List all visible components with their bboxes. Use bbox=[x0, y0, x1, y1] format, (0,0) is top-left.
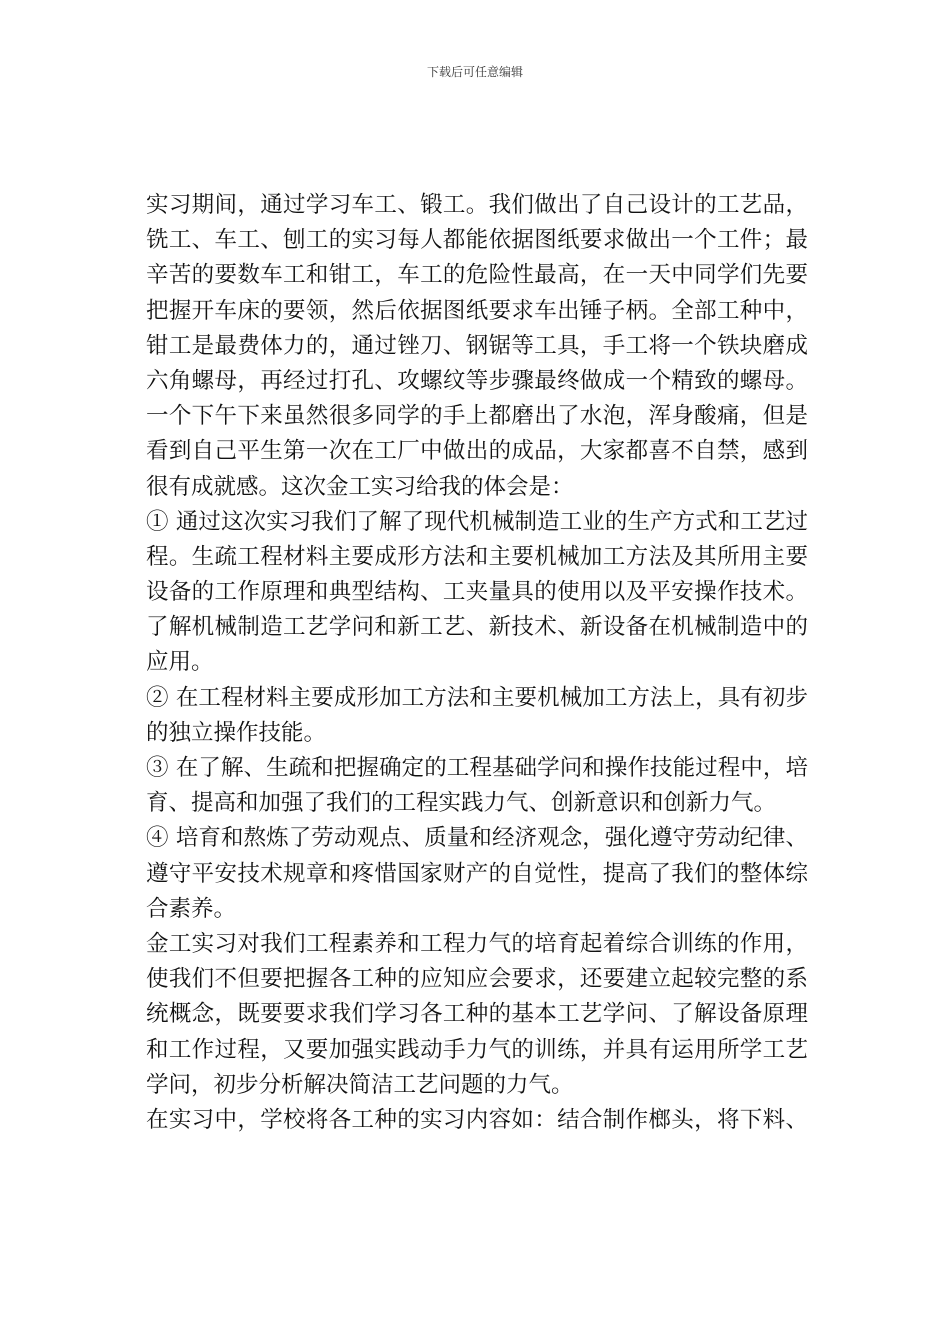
text-line: 六角螺母，再经过打孔、攻螺纹等步骤最终做成一个精致的螺母。 bbox=[146, 367, 808, 394]
text-line: 在实习中，学校将各工种的实习内容如：结合制作榔头，将下料、 bbox=[146, 1106, 808, 1133]
text-line: 统概念，既要要求我们学习各工种的基本工艺学问、了解设备原理 bbox=[146, 1001, 808, 1028]
text-line: ② 在工程材料主要成形加工方法和主要机械加工方法上，具有初步 bbox=[146, 684, 808, 711]
text-line: 合素养。 bbox=[146, 895, 237, 922]
text-line: 的独立操作技能。 bbox=[146, 719, 327, 746]
text-line: ③ 在了解、生疏和把握确定的工程基础学问和操作技能过程中，培 bbox=[146, 755, 808, 781]
text-line: 看到自己平生第一次在工厂中做出的成品，大家都喜不自禁，感到 bbox=[146, 438, 808, 465]
text-line: 遵守平安技术规章和疼惜国家财产的自觉性，提高了我们的整体综 bbox=[146, 860, 808, 887]
text-line: 实习期间，通过学习车工、锻工。我们做出了自己设计的工艺品， bbox=[146, 192, 808, 218]
text-line: ④ 培育和熬炼了劳动观点、质量和经济观念，强化遵守劳动纪律、 bbox=[146, 825, 808, 852]
text-line: ① 通过这次实习我们了解了现代机械制造工业的生产方式和工艺过 bbox=[146, 508, 808, 535]
text-line: 钳工是最费体力的，通过锉刀、钢锯等工具，手工将一个铁块磨成 bbox=[146, 332, 808, 359]
text-line: 很有成就感。这次金工实习给我的体会是： bbox=[146, 473, 574, 500]
text-line: 设备的工作原理和典型结构、工夹量具的使用以及平安操作技术。 bbox=[146, 579, 808, 606]
text-line: 辛苦的要数车工和钳工，车工的危险性最高，在一天中同学们先要 bbox=[146, 262, 808, 289]
page-header: 下载后可任意编辑 bbox=[426, 65, 523, 79]
document-body bbox=[146, 188, 808, 1138]
text-line: 把握开车床的要领，然后依据图纸要求车出锤子柄。全部工种中， bbox=[146, 297, 808, 324]
text-line: 学问，初步分析解决简洁工艺问题的力气。 bbox=[146, 1071, 574, 1098]
text-line: 和工作过程，又要加强实践动手力气的训练，并具有运用所学工艺 bbox=[146, 1036, 808, 1063]
text-line: 铣工、车工、刨工的实习每人都能依据图纸要求做出一个工件；最 bbox=[146, 227, 808, 254]
text-line: 一个下午下来虽然很多同学的手上都磨出了水泡，浑身酸痛，但是 bbox=[146, 403, 808, 430]
text-line: 使我们不但要把握各工种的应知应会要求，还要建立起较完整的系 bbox=[146, 966, 808, 993]
text-line: 了解机械制造工艺学问和新工艺、新技术、新设备在机械制造中的 bbox=[146, 614, 808, 641]
text-line: 金工实习对我们工程素养和工程力气的培育起着综合训练的作用， bbox=[146, 930, 808, 957]
text-line: 程。生疏工程材料主要成形方法和主要机械加工方法及其所用主要 bbox=[146, 543, 808, 570]
text-line: 育、提高和加强了我们的工程实践力气、创新意识和创新力气。 bbox=[146, 790, 777, 817]
text-line: 应用。 bbox=[146, 649, 214, 676]
